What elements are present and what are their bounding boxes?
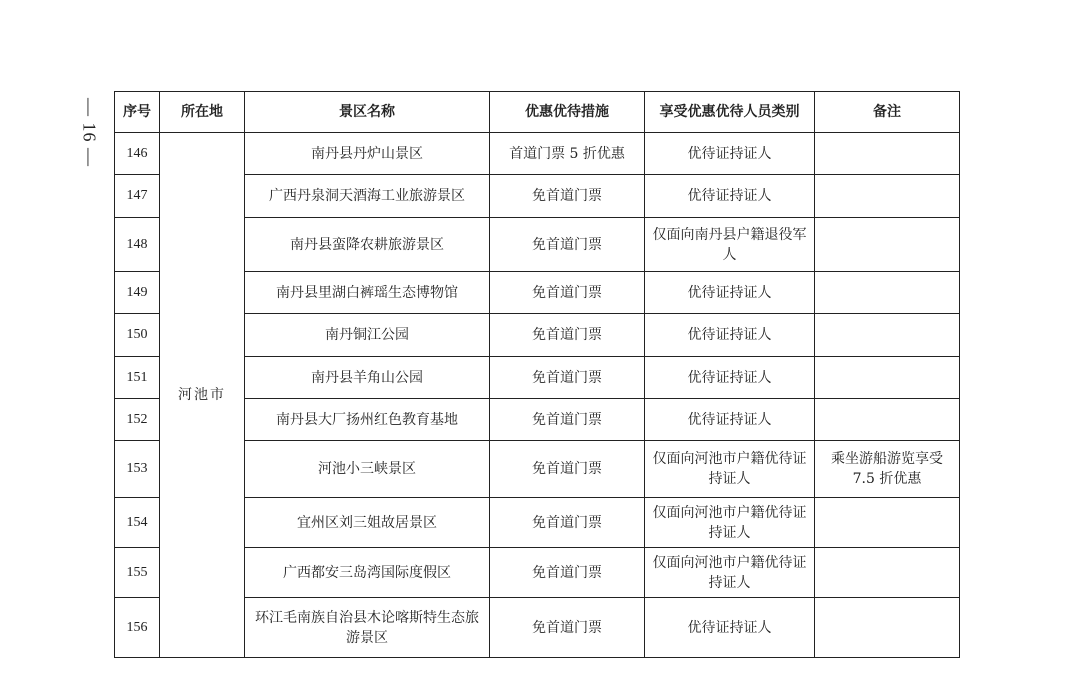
- scenic-discount-table: [114, 91, 960, 658]
- row-seq: 147: [115, 175, 160, 218]
- row-eligible: 优待证持证人: [645, 598, 815, 658]
- row-eligible: 仅面向河池市户籍优待证持证人: [645, 441, 815, 498]
- header-scenic-name: 景区名称: [245, 92, 490, 133]
- row-seq: 155: [115, 548, 160, 598]
- row-remarks: [815, 399, 960, 441]
- row-discount: 免首道门票: [490, 218, 645, 272]
- row-remarks: [815, 548, 960, 598]
- row-scenic-name: 南丹县丹炉山景区: [245, 133, 490, 175]
- row-seq: 151: [115, 357, 160, 399]
- row-scenic-name: 河池小三峡景区: [245, 441, 490, 498]
- row-eligible: 优待证持证人: [645, 133, 815, 175]
- row-remarks: [815, 218, 960, 272]
- row-discount: 免首道门票: [490, 175, 645, 218]
- row-seq: 154: [115, 498, 160, 548]
- row-discount: 免首道门票: [490, 598, 645, 658]
- header-discount: 优惠优待措施: [490, 92, 645, 133]
- row-scenic-name: 南丹县大厂扬州红色教育基地: [245, 399, 490, 441]
- row-seq: 148: [115, 218, 160, 272]
- row-seq: 156: [115, 598, 160, 658]
- row-eligible: 优待证持证人: [645, 175, 815, 218]
- row-discount: 免首道门票: [490, 498, 645, 548]
- row-scenic-name: 广西都安三岛湾国际度假区: [245, 548, 490, 598]
- row-remarks: [815, 272, 960, 314]
- row-scenic-name: 广西丹泉洞天酒海工业旅游景区: [245, 175, 490, 218]
- row-scenic-name: 南丹县蛮降农耕旅游景区: [245, 218, 490, 272]
- location-cell: 河池市: [160, 133, 245, 658]
- row-seq: 146: [115, 133, 160, 175]
- row-scenic-name: 南丹铜江公园: [245, 314, 490, 357]
- row-seq: 152: [115, 399, 160, 441]
- header-seq: 序号: [115, 92, 160, 133]
- header-row: [115, 92, 960, 133]
- row-scenic-name: 宜州区刘三姐故居景区: [245, 498, 490, 548]
- row-eligible: 优待证持证人: [645, 357, 815, 399]
- table-row: [115, 133, 960, 175]
- row-discount: 免首道门票: [490, 441, 645, 498]
- row-eligible: 优待证持证人: [645, 272, 815, 314]
- row-discount: 免首道门票: [490, 272, 645, 314]
- header-remarks: 备注: [815, 92, 960, 133]
- row-remarks: [815, 133, 960, 175]
- row-scenic-name: 南丹县羊角山公园: [245, 357, 490, 399]
- row-eligible: 优待证持证人: [645, 399, 815, 441]
- row-remarks: [815, 598, 960, 658]
- row-eligible: 优待证持证人: [645, 314, 815, 357]
- header-eligible: 享受优惠优待人员类别: [645, 92, 815, 133]
- row-eligible: 仅面向南丹县户籍退役军人: [645, 218, 815, 272]
- row-remarks: [815, 314, 960, 357]
- row-discount: 免首道门票: [490, 548, 645, 598]
- row-discount: 首道门票 5 折优惠: [490, 133, 645, 175]
- row-scenic-name: 南丹县里湖白裤瑶生态博物馆: [245, 272, 490, 314]
- row-discount: 免首道门票: [490, 399, 645, 441]
- row-scenic-name: 环江毛南族自治县木论喀斯特生态旅游景区: [245, 598, 490, 658]
- row-seq: 150: [115, 314, 160, 357]
- row-remarks: [815, 498, 960, 548]
- row-eligible: 仅面向河池市户籍优待证持证人: [645, 548, 815, 598]
- row-remarks: [815, 357, 960, 399]
- page-number: — 16 —: [79, 97, 100, 167]
- row-discount: 免首道门票: [490, 314, 645, 357]
- row-remarks: [815, 175, 960, 218]
- row-eligible: 仅面向河池市户籍优待证持证人: [645, 498, 815, 548]
- header-location: 所在地: [160, 92, 245, 133]
- row-seq: 149: [115, 272, 160, 314]
- row-remarks: 乘坐游船游览享受 7.5 折优惠: [815, 441, 960, 498]
- row-seq: 153: [115, 441, 160, 498]
- row-discount: 免首道门票: [490, 357, 645, 399]
